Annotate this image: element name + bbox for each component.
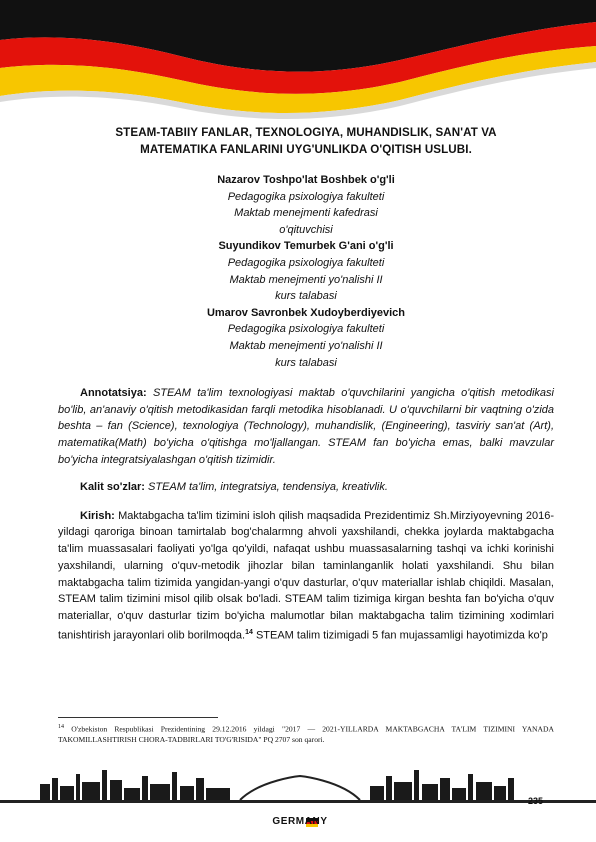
article-title xyxy=(58,124,554,158)
author-2-affiliation-2: Maktab menejmenti yo'nalishi II xyxy=(229,273,383,286)
abstract-text: STEAM ta'lim texnologiyasi maktab o'quvchilarini yangicha o'qitish metodikasi bo'lib, an'anaviy o'qitish metodikasidan farqli metodika hisoblanadi. U o'quvchilarni bir vaqtning o'zida beshta – fan (Science), texnologiya (Technology), muhandislik, (Engineering), tasviriy san'at (Art), matematika(Math) bo'yicha o'qitishga mo'ljallangan. STEAM fan bo'yicha emas, balki mavzular bo'yicha integratsiyalashgan o'qitish tizimidir. xyxy=(58,387,554,466)
footnote-text: O'zbekiston Respublikasi Prezidentining 29.12.2016 yildagi "2017 — 2021-YILLARDA MAKTABGACHA TA'LIM TIZIMINI YANADA TAKOMILLASHTIRISH CHORA-TADBIRLARI TO'G'RISIDA" PQ 2707 son qarori. xyxy=(58,724,554,744)
intro-label: Kirish: xyxy=(80,509,115,522)
abstract-paragraph xyxy=(58,385,554,468)
author-1-name: Nazarov Toshpo'lat Boshbek o'g'li xyxy=(217,174,395,186)
intro-paragraph xyxy=(58,508,554,644)
author-1-affiliation-1: Pedagogika psixologiya fakulteti xyxy=(227,190,385,203)
author-3-name: Umarov Savronbek Xudoyberdiyevich xyxy=(206,306,406,319)
keywords-text: STEAM ta'lim, integratsiya, tendensiya, kreativlik. xyxy=(144,481,388,494)
intro-text-continued: STEAM talim tizimigadi 5 fan mujassamligi hayotimizda ko'p xyxy=(252,629,548,642)
title-line-1: STEAM-TABIIY FANLAR, TEXNOLOGIYA, MUHANDISLIK, SAN'AT VA xyxy=(115,126,497,139)
keywords-label: Kalit so'zlar: xyxy=(80,481,145,494)
footnote-separator xyxy=(58,717,218,718)
author-2-affiliation-1: Pedagogika psixologiya fakulteti xyxy=(227,256,385,269)
author-2-name: Suyundikov Temurbek G'ani o'g'li xyxy=(218,240,394,253)
abstract-label: Annotatsiya: xyxy=(80,387,147,400)
author-2-role: kurs talabasi xyxy=(275,290,337,303)
footnote-number: 14 xyxy=(58,724,64,730)
footnote xyxy=(58,722,554,745)
author-1-role: o'qituvchisi xyxy=(279,223,333,236)
title-line-2: MATEMATIKA FANLARINI UYG'UNLIKDA O'QITISH USLUBI. xyxy=(140,143,472,156)
author-block xyxy=(58,172,554,371)
skyline-right-buildings xyxy=(370,770,514,800)
keywords-paragraph xyxy=(58,479,554,496)
author-3-affiliation-2: Maktab menejmenti yo'nalishi II xyxy=(229,339,383,352)
author-1-affiliation-2: Maktab menejmenti kafedrasi xyxy=(234,207,378,220)
city-skyline-illustration xyxy=(0,768,596,842)
intro-text: Maktabgacha ta'lim tizimini isloh qilish maqsadida Prezidentimiz Sh.Mirziyoyevning 2016-yildagi qaroriga binoan tamirtalab bog'chalarmng ahvoli yaxshilandi, chekka joylarda maktabgacha ta'lim muassasalari faoliyati yo'lga qo'yildi, nafaqat ushbu muassasalarning tashqi va ichki korinishi yaxshilandi, ularning o'quv-metodik jihozlar bilan taminlanganlik holati yaxshilandi. Shu bilan maktabgacha talim tizimida yangidan-yangi o'quv dasturlar, o'quv materiallar ishlab chiqildi. Masalan, STEAM talim tizimini misol qilib olsak bo'ladi. STEAM talim tizimiga kirgan beshta fan bo'yicha o'quv materiallar, o'quv dasturlar tizim bo'yicha malumotlar bilan maktabgacha talim tizimining xodimlari tanishtirish jarayonlari olib borilmoqda. xyxy=(58,509,554,642)
article-body xyxy=(58,124,554,655)
skyline-arch xyxy=(240,776,360,800)
footer-germany-label: GERMANY xyxy=(272,816,328,827)
author-3-affiliation-1: Pedagogika psixologiya fakulteti xyxy=(227,323,385,336)
footnote-reference[interactable]: 14 xyxy=(245,628,253,636)
page-number: 235 xyxy=(528,796,544,806)
header-flag-banner xyxy=(0,0,596,130)
skyline-ground xyxy=(0,800,596,803)
skyline-left-buildings xyxy=(40,770,230,800)
author-3-role: kurs talabasi xyxy=(275,356,337,369)
